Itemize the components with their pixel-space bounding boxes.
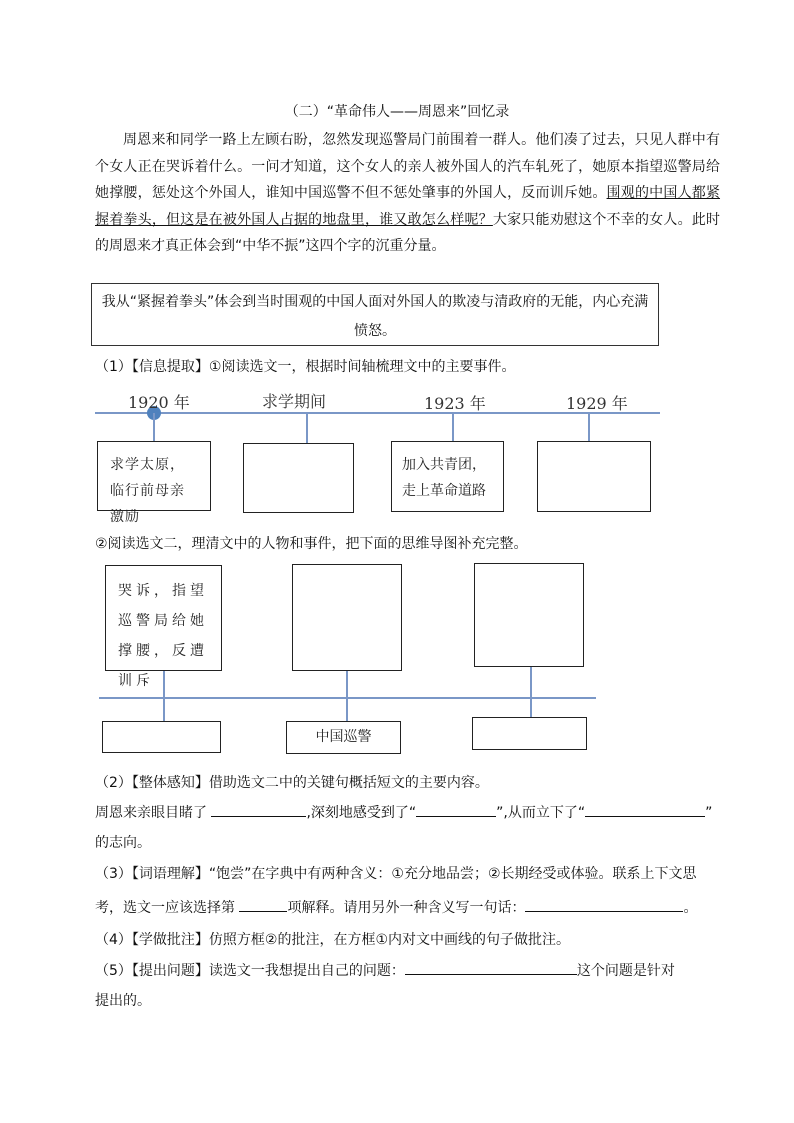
- blank-ambition[interactable]: [585, 802, 705, 817]
- q5-text-b: 这个问题是针对: [576, 963, 675, 979]
- annotation-box: 我从“紧握着拳头”体会到当时围观的中国人面对外国人的欺凌与清政府的无能，内心充满愤怒。: [91, 283, 659, 346]
- timeline-connector: [153, 413, 155, 441]
- question-2-end: 的志向。: [95, 835, 151, 851]
- passage: [95, 127, 720, 260]
- question-5: [95, 960, 675, 980]
- timeline-label-1929: 1929 年: [566, 394, 628, 413]
- underlined-sentence: 围观的中国人都紧握着拳头，但这是在被外国人占据的地盘里，谁又敢怎么样呢？: [95, 185, 721, 228]
- mindmap-box-woman: [105, 565, 222, 689]
- mindmap-box-blank-4[interactable]: [472, 717, 587, 750]
- mindmap-box-text: 中国巡警: [315, 729, 372, 745]
- timeline-box-3: [391, 441, 504, 512]
- question-2: （2）【整体感知】借助选文二中的关键句概括短文的主要内容。: [95, 775, 489, 791]
- timeline-box-text: 求学太原，临行前母亲激励: [110, 457, 185, 525]
- passage-text: 周恩来和同学一路上左顾右盼，忽然发现巡警局门前围着一群人。他们凑了过去，只见人群中有个女人正在哭诉着什么。一问才知道，这个女人的亲人被外国人的汽车轧死了，她原本指望巡警局给她撑腰，惩处这个外国人，谁知中国巡警不但不惩处肇事的外国人，反而训斥她。: [95, 132, 720, 201]
- mindmap-connector: [163, 671, 165, 721]
- mindmap-box-text: 哭诉，指望巡警局给她撑腰，反遭训斥: [118, 583, 208, 689]
- question-5-end: 提出的。: [95, 993, 151, 1009]
- timeline-box-text: 加入共青团，走上革命道路: [402, 457, 486, 499]
- timeline-label-1920: 1920 年: [128, 393, 190, 412]
- mindmap-box-police: [286, 721, 401, 754]
- section-title: （二）“革命伟人——周恩来”回忆录: [284, 104, 510, 120]
- blank-felt[interactable]: [416, 802, 496, 817]
- timeline-box-4-blank[interactable]: [537, 441, 651, 512]
- mindmap-axis: [99, 697, 596, 699]
- q2-text-d: ”: [705, 805, 713, 821]
- passage-text-end: 大家只能劝慰这个不幸的女人。此时的周恩来才真正体会到“中华不振”这四个字的沉重分量。: [95, 211, 720, 254]
- timeline-label-1923: 1923 年: [424, 394, 486, 413]
- timeline-connector: [588, 413, 590, 441]
- timeline-label-study: 求学期间: [262, 392, 327, 411]
- mindmap-connector: [346, 671, 348, 721]
- mindmap-connector: [530, 667, 532, 717]
- timeline-box-2-blank[interactable]: [243, 443, 354, 513]
- question-4: （4）【学做批注】仿照方框②的批注，在方框①内对文中画线的句子做批注。: [95, 932, 571, 948]
- timeline-box-1: [97, 441, 211, 525]
- q5-text-a: （5）【提出问题】读选文一我想提出自己的问题：: [95, 963, 405, 979]
- question-1-2: ②阅读选文二，理清文中的人物和事件，把下面的思维导图补充完整。: [95, 536, 528, 552]
- question-1: （1）【信息提取】①阅读选文一，根据时间轴梳理文中的主要事件。: [95, 359, 516, 375]
- q2-text-a: 周恩来亲眼目睹了: [95, 805, 207, 821]
- timeline-connector: [452, 413, 454, 441]
- blank-definition-choice[interactable]: [239, 897, 287, 912]
- q2-text-b: ,深刻地感受到了“: [306, 805, 417, 821]
- blank-question[interactable]: [405, 960, 577, 975]
- question-3: （3）【词语理解】“饱尝”在字典中有两种含义：①充分地品尝；②长期经受或体验。联系上下文思: [95, 866, 697, 882]
- blank-witnessed[interactable]: [211, 802, 306, 817]
- q3-text-a: 考，选文一应该选择第: [95, 900, 235, 916]
- mindmap-box-blank-1[interactable]: [292, 564, 402, 671]
- mindmap-box-blank-2[interactable]: [474, 563, 584, 667]
- question-2-fill: [95, 802, 712, 822]
- mindmap-box-blank-3[interactable]: [102, 721, 221, 753]
- q3-text-c: 。: [683, 900, 698, 916]
- question-3-fill: [95, 897, 697, 917]
- blank-sentence[interactable]: [525, 897, 683, 912]
- q3-text-b: 项解释。请用另外一种含义写一句话：: [287, 900, 526, 916]
- timeline-connector: [306, 413, 308, 443]
- q2-text-c: ”,从而立下了“: [496, 805, 586, 821]
